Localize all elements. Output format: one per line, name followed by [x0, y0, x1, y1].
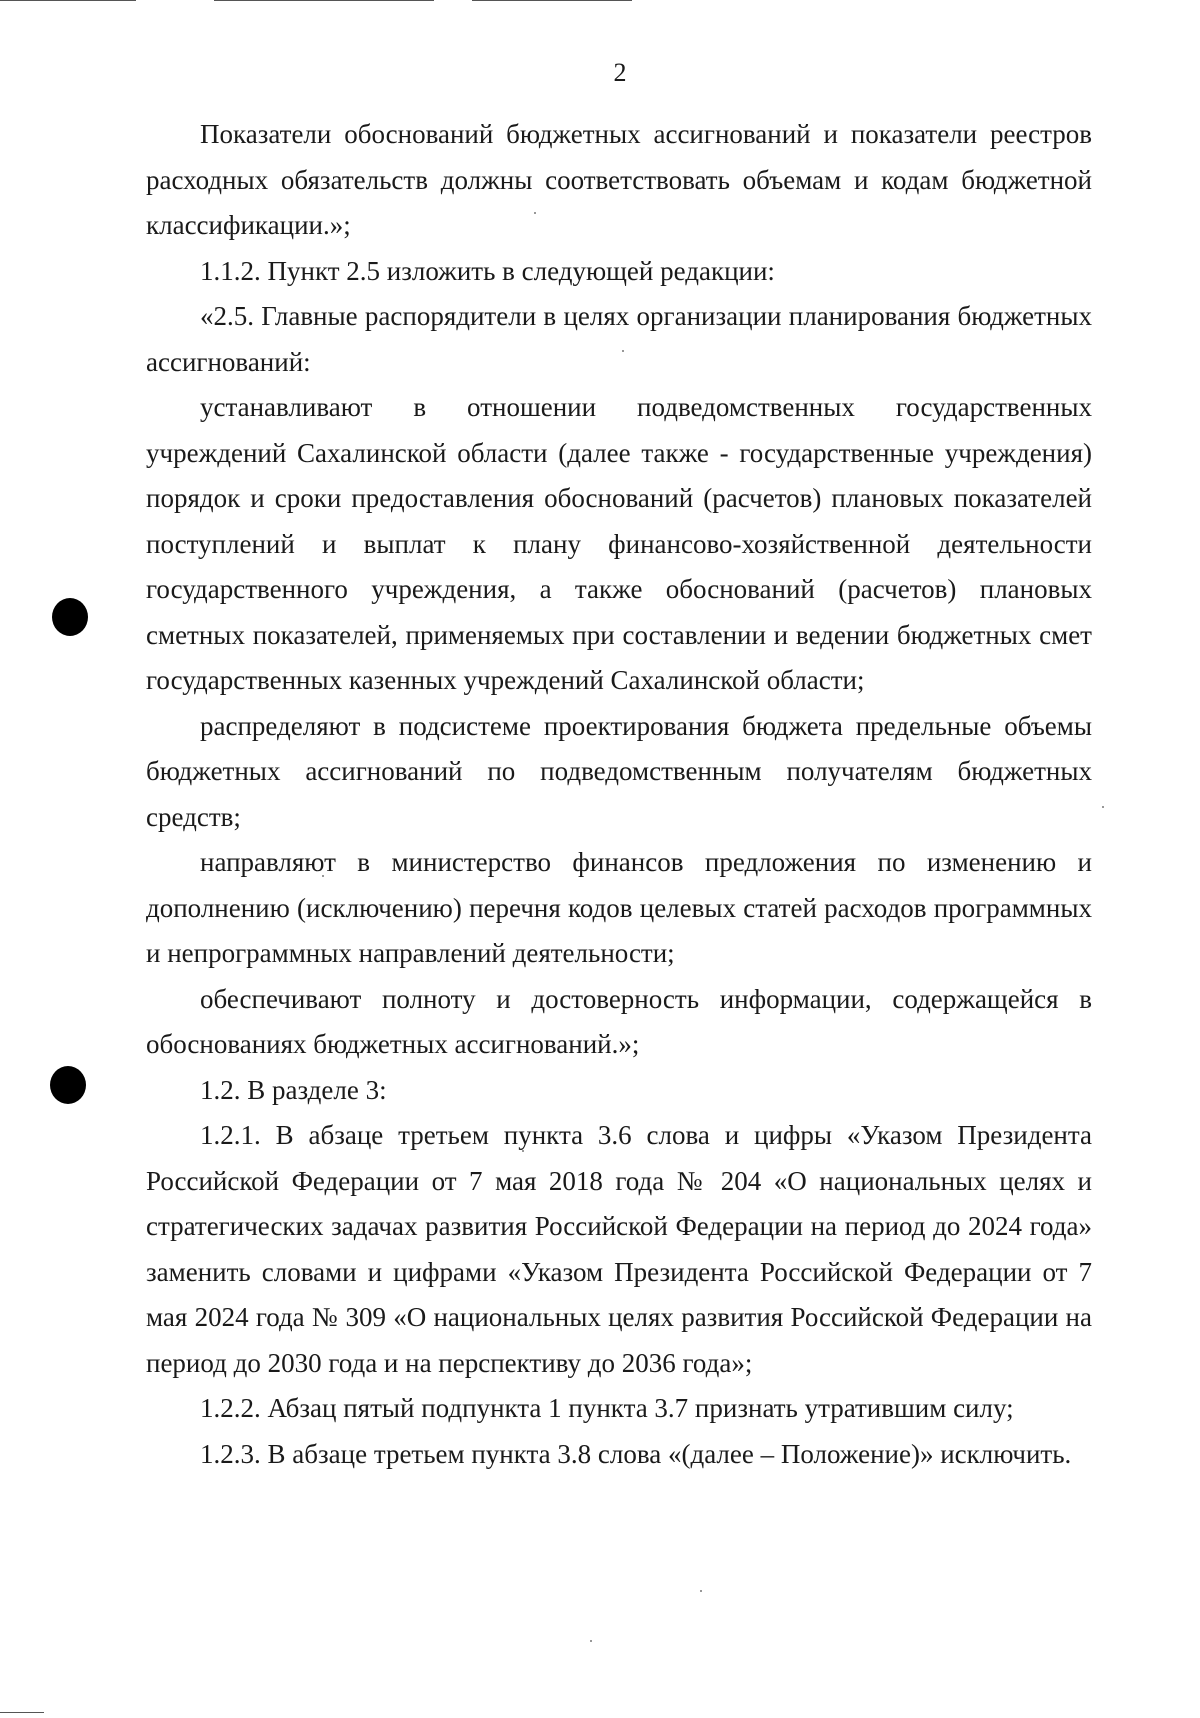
paragraph-establish: устанавливают в отношении подведомственных государственных учреждений Сахалинской области (далее также - государственные учреждения) порядок и сроки предоставления обоснований (расчетов) плановых показателей поступлений и выплат к плану финансово-хозяйственной деятельности государственного учреждения, а также обоснований (расчетов) плановых сметных показателей, применяемых при составлении и ведении бюджетных смет государственных казенных учреждений Сахалинской области; [146, 392, 1092, 695]
scan-speck [700, 1590, 702, 1592]
paragraph-1-2-3: 1.2.3. В абзаце третьем пункта 3.8 слова «(далее – Положение)» исключить. [200, 1438, 1072, 1469]
paragraph-submit: направляют в министерство финансов предложения по изменению и дополнению (исключению) перечня кодов целевых статей расходов программных и непрограммных направлений деятельности; [146, 847, 1092, 968]
paragraph-1-1-2: 1.1.2. Пункт 2.5 изложить в следующей редакции: [200, 255, 775, 286]
paragraph-distribute: распределяют в подсистеме проектирования бюджета предельные объемы бюджетных ассигнований по подведомственным получателям бюджетных средств; [146, 710, 1092, 832]
paragraph-2-5: «2.5. Главные распорядители в целях организации планирования бюджетных ассигнований: [146, 301, 1092, 377]
paragraph-indicators: Показатели обоснований бюджетных ассигнований и показатели реестров расходных обязательств должны соответствовать объемам и кодам бюджетной классификации.»; [146, 119, 1092, 240]
paragraph-1-2: 1.2. В разделе 3: [200, 1074, 387, 1105]
punch-hole-upper [52, 598, 88, 636]
paragraph-1-2-1: 1.2.1. В абзаце третьем пункта 3.6 слова и цифры «Указом Президента Российской Федерации от 7 мая 2018 года № 204 «О национальных целях и стратегических задачах развития Российской Федерации на период до 2024 года» заменить словами и цифрами «Указом Президента Российской Федерации от 7 мая 2024 года № 309 «О национальных целях развития Российской Федерации на период до 2030 года и на перспективу до 2036 года»; [146, 1120, 1092, 1378]
page-number: 2 [613, 58, 627, 87]
scan-edge-line-top-right [472, 0, 632, 1]
paragraph-ensure: обеспечивают полноту и достоверность информации, содержащейся в обоснованиях бюджетных ассигнований.»; [146, 983, 1092, 1059]
punch-hole-lower [50, 1066, 86, 1104]
document-body [146, 112, 1092, 1477]
scan-edge-line-bottom [0, 1712, 44, 1713]
scan-edge-line-top-mid [214, 0, 434, 1]
paragraph-1-2-2: 1.2.2. Абзац пятый подпункта 1 пункта 3.7 признать утратившим силу; [200, 1393, 1014, 1423]
scan-speck [1102, 806, 1104, 808]
scan-edge-line-top-left [0, 0, 136, 1]
scan-speck [590, 1640, 592, 1642]
